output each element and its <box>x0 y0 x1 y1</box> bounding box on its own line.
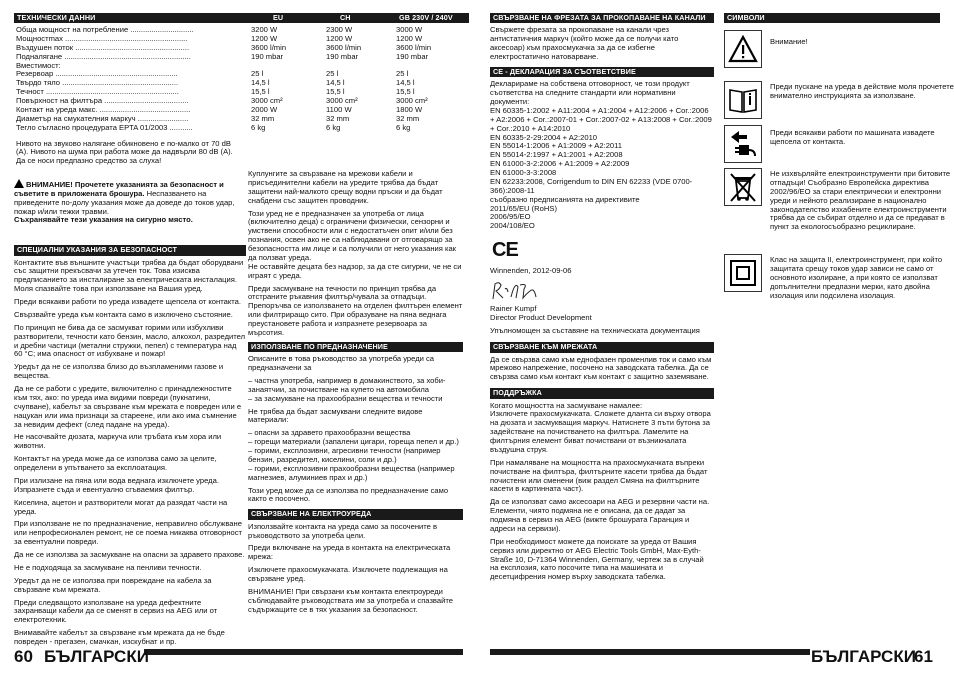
ce-text: Декларираме на собствена отговорност, че този продукт съответства на следните стандарти или нормативни документи: EN 60335-1:2002 + A11:2004 + A1:2004 + A12:2006 + Cor.:2006 + A2:2006 + Cor.:2007-01 + Cor.:2007-02 + A13:2008 + Cor.:2009 + Cor.:2010 + A14:2010 EN 60335-2-29:2004 + A2:2010 EN 55014-1:2006 + A1:2009 + A2:2011 EN 55014-2:1997 + A1:2001 + A2:2008 EN 61000-3-2:2006 + A1:2009 + A2:2009 EN 61000-3-3:2008 EN 62233:2008, Corrigendum to DIN EN 62233 (VDE 0700-366):2008-11 съобразно предписанията на директивите 2011/65/EU (RoHS) 2006/95/EO 2004/108/EO <box>490 79 712 231</box>
tech-row-ch: 3000 cm² <box>326 96 358 105</box>
special-safety-paragraph: Да не се работи с уредите, включително с принадлежностите към тях, ако: по уреда има видими повреди (пукнатини, счупване), кабелът за свързване към мрежата е повреден или е нацукан или има признаци за стареене, или ако има съмнение за невидим дефект (след падане на уреда). <box>14 384 242 429</box>
left-column-1-body <box>14 170 246 651</box>
tech-row-eu: 25 l <box>251 69 264 79</box>
tech-row-eu: 1200 W <box>251 33 278 43</box>
cable-child-notes <box>248 170 463 338</box>
special-safety-paragraph: Уредът да не се използва при повреждане на кабела за свързване към мрежата. <box>14 575 212 594</box>
signature <box>490 279 714 303</box>
right-footer <box>490 649 940 669</box>
ce-authorized: Упълномощен за съставяне на техническата документация <box>490 326 700 336</box>
right-column-1 <box>490 13 714 586</box>
warning-icon <box>14 179 24 188</box>
tech-row <box>16 53 456 62</box>
warning-keep: Съхранявайте тези указания на сигурно място. <box>14 215 193 225</box>
intended-intro: Описаните в това ръководство за употреба уреди са предназначени за <box>248 354 434 373</box>
tech-data-header <box>14 13 469 23</box>
tech-row-ch: 1200 W <box>326 33 353 43</box>
tech-row-label: Обща мощност на потребление .............................. <box>16 25 194 34</box>
warning-text: Неспазването на приведените по-долу указания може да доведе до токов удар, пожар и/или тежки травми. <box>14 188 235 216</box>
tech-row-label: Диаметър на смукателния маркуч ........................ <box>16 113 189 123</box>
symbol-text-unplug: Преди всякакви работи по машината извадете щепсела от контакта. <box>770 128 935 146</box>
special-safety-paragraph: Не е подходяща за засмукване на пенливи течности. <box>14 562 202 572</box>
noise-note: Нивото на звуково налягане обикновено е по-малко от 70 dB (A). Нивото на шума при работа може да надвърли 80 dB (A). Да се носи предпазно средство за слуха! <box>16 138 233 166</box>
tech-row-gb: 1800 W <box>396 104 423 114</box>
router-header: СВЪРЗВАНЕ НА ФРЕЗАТА ЗА ПРОКОПАВАНЕ НА КАНАЛИ <box>490 13 714 23</box>
tech-row-gb: 3000 W <box>396 25 423 34</box>
tech-row-eu: 3600 l/min <box>251 42 287 52</box>
ce-signer-title: Director Product Development <box>490 313 592 323</box>
special-safety-paragraph: Внимавайте кабелът за свързване към мрежата да не бъде повреден - прегазен, смачкан, изскубнат и пр. <box>14 628 225 647</box>
tech-row <box>16 124 456 133</box>
safety-warning <box>14 170 246 234</box>
tech-row-gb: 1200 W <box>396 33 423 43</box>
symbol-text-warning: Внимание! <box>770 37 808 46</box>
power-tool-paragraph: ВНИМАНИЕ! При свързани към контакта електроуреди съблюдавайте ръководствата им за употреба и спазвайте съдържащите се в тях указания за безопасност. <box>248 586 453 614</box>
symbol-text-bin: Не изхвърляйте електроинструменти при битовите отпадъци! Съобразно Европейска директива 2002/96/EO за стари електрически и електронни уреди и нейното реализиране в национално законодателство изхабените електроинструменти трябва да се събират отделно и да се предават в пункт за екологосъобразно рециклиране. <box>770 169 951 232</box>
tech-row-ch: 15,5 l <box>326 87 345 97</box>
power-tool-header: СВЪРЗВАНЕ НА ЕЛЕКТРОУРЕДА <box>248 509 463 519</box>
tech-row-ch: 1100 W <box>326 104 352 114</box>
special-safety-header: СПЕЦИАЛНИ УКАЗАНИЯ ЗА БЕЗОПАСНОСТ <box>14 245 246 255</box>
tech-row-eu: 3200 W <box>251 25 278 34</box>
col-eu-label: EU <box>273 13 284 22</box>
mains-text: Да се свързва само към еднофазен променлив ток и само към мрежово напрежение, посочено на заводската табелка. Да се свързва само към контакт към контакт с защитно заземяване. <box>490 354 712 382</box>
tech-row-ch: 3600 l/min <box>326 42 362 52</box>
special-safety-text <box>14 259 246 647</box>
tech-row-ch: 6 kg <box>326 122 341 132</box>
intended-para-2: Не трябва да бъдат засмуквани следните видове материали: <box>248 406 423 425</box>
power-tool-paragraph: Използвайте контакта на уреда само за посочените в ръководството за употреба цели. <box>248 521 438 540</box>
symbol-text-manual: Преди пускане на уреда в действие моля прочетете внимателно инструкцията за използване. <box>770 82 954 100</box>
intended-para-3: Този уред може да се използва по предназначение само както е посочено. <box>248 485 449 504</box>
right-column-2 <box>724 13 954 313</box>
tech-row-gb: 14,5 l <box>396 78 415 88</box>
power-tool-text <box>248 523 463 615</box>
tech-row-label: Течност ............................................................... <box>16 87 179 97</box>
right-footer-bar <box>490 649 810 655</box>
right-page-number: 61 <box>914 647 933 666</box>
tech-row-eu: 190 mbar <box>251 51 284 61</box>
tech-row-gb: 32 mm <box>396 113 420 123</box>
tech-row-eu: 32 mm <box>251 113 275 123</box>
tech-row-eu: 15,5 l <box>251 87 270 97</box>
special-safety-paragraph: При използване не по предназначение, неправилно обслужване или непрофесионален ремонт, не се поема никаква отговорност за евентуални повреди. <box>14 519 243 547</box>
tech-row-gb: 15,5 l <box>396 87 415 97</box>
symbols-header: СИМВОЛИ <box>724 13 940 23</box>
tech-row-label: Твърдо тяло ....................................................... <box>16 78 179 88</box>
tech-row-label: Вместимост: <box>16 60 61 70</box>
tech-row-ch: 32 mm <box>326 113 350 123</box>
tech-row-label: Резервоар .......................................................... <box>16 69 178 79</box>
special-safety-paragraph: Уредът да не се използва близо до възпламеними газове и вещества. <box>14 362 224 381</box>
left-page-number: 60 <box>14 647 33 666</box>
tech-row-eu: 6 kg <box>251 122 266 132</box>
col2-paragraph: Преди засмукване на течности по принцип трябва да отстраните ръкавния филтър/чувала за отпадъци. Препоръчва се използването на отделен филтърен елемент или филтриращо сито. При образуване на пяна веднага преустановете работа и изпразнете резервоара за мърсотия. <box>248 283 463 337</box>
tech-row-eu: 14,5 l <box>251 78 270 88</box>
special-safety-paragraph: Контактите във външните участъци трябва да бъдат оборудвани със защитни прекъсвачи за утечен ток. Това изисква предписанието за инсталиране за електрическата инсталация. Моля спазвайте това при използване на Вашия уред. <box>14 257 244 294</box>
tech-row-gb: 6 kg <box>396 122 411 132</box>
ce-mark: CE <box>492 239 518 262</box>
maintenance-text <box>490 402 714 583</box>
special-safety-paragraph: Преди всякакви работи по уреда извадете щепсела от контакта. <box>14 297 241 307</box>
tech-row-ch: 190 mbar <box>326 51 359 61</box>
col-gb-label: GB 230V / 240V <box>399 13 453 22</box>
tech-row-ch: 14,5 l <box>326 78 345 88</box>
intended-list-2: – опасни за здравето прахообразни вещества – горещи материали (запалени цигари, гореща пепел и др.) – горими, експлозивни, агресивни течности (например бензин, разредител, киселини, соли и др.) – горими, експлозивни прахообразни вещества (например магнезиев, алуминиев прах и др.) <box>248 428 459 482</box>
maintenance-paragraph: При необходимост можете да поискате за уреда от Вашия сервиз или директно от AEG Electric Tools GmbH, Max-Eyth-Straße 10, D-71364 Winnenden, Germany, чертеж за в случай на експлозия, като посочите типа на машината и десетцифрения номер върху заводската табелка. <box>490 536 704 582</box>
ce-place-date: Winnenden, 2012-09-06 <box>490 265 572 275</box>
tech-row-label: Подналягане ............................................................ <box>16 51 191 61</box>
tech-data-table <box>16 26 456 170</box>
tech-row-ch: 25 l <box>326 69 339 79</box>
left-footer-bar <box>144 649 463 655</box>
tech-row-eu: 3000 cm² <box>251 96 283 105</box>
manual-icon <box>724 81 762 119</box>
col-ch-label: CH <box>340 13 351 22</box>
special-safety-paragraph: По принцип не бива да се засмукват горими или избухливи разтворители, течности като бензин, масло, алкохол, разредител и дребни частици (метални стружки, пепел) с температура над 60 °C; има опасност от избухване и пожар! <box>14 322 246 359</box>
tech-row-label: Контакт на уреда макс. ........................................... <box>16 104 191 114</box>
tech-row-label: Мощностmax .......................................................... <box>16 33 188 43</box>
mains-header: СВЪРЗВАНЕ КЪМ МРЕЖАТА <box>490 342 714 352</box>
tech-row-label: Въздушен поток ...................................................... <box>16 42 190 52</box>
tech-rows <box>16 26 456 133</box>
maintenance-header: ПОДДРЪЖКА <box>490 388 714 398</box>
router-text: Свържете фрезата за прокопаване на канали чрез антистатичния маркуч (който може да се получи като аксесоар) към прахосмукачка за да се избегне електростатично натоварване. <box>490 25 679 62</box>
special-safety-paragraph: Контактът на уреда може да се използва само за целите, определени в упътването за експлоатация. <box>14 454 217 473</box>
class2-icon <box>724 254 762 292</box>
tech-row-gb: 3600 l/min <box>396 42 432 52</box>
tech-row-eu: 2000 W <box>251 104 278 114</box>
special-safety-paragraph: Преди следващото използване на уреда дефектните захранващи кабели да се сменят в сервиз на AEG или от електротехник. <box>14 597 218 625</box>
tech-row-label: Тегло съгласно процедурата EPTA 01/2003 ........... <box>16 122 193 132</box>
col2-paragraph: Куплунгите за свързване на мрежови кабели и присъединителни кабели на уредите трябва да бъдат защитени най-малкото срещу водни пръски и да бъдат снабдени със защитен проводник. <box>248 169 443 205</box>
warning-bold: ВНИМАНИЕ! Прочетете указанията за безопасност и съветите в приложената брошура. <box>14 179 224 198</box>
power-tool-paragraph: Изключете прахосмукачката. Изключете подлежащия на свързване уред. <box>248 565 448 584</box>
tech-row-label: Повърхност на филтъра ........................................ <box>16 96 189 105</box>
tech-row-ch: 2300 W <box>326 25 353 34</box>
signature-icon <box>490 279 550 303</box>
special-safety-paragraph: При излизане на пяна или вода веднага изключете уреда. Изпразнете съда и евентуално сгъваемия филтър. <box>14 475 219 494</box>
ce-header: CE - ДЕКЛАРАЦИЯ ЗА СЪОТВЕТСТВИЕ <box>490 67 714 77</box>
symbol-text-class2: Клас на защита II, електроинструмент, при който защитата срещу токов удар зависи не само от основното изолиране, а при която се използват допълнителни предпазни мерки, като двойна изолация или подсилена изолация. <box>770 255 943 300</box>
left-footer <box>14 649 463 669</box>
crossed-bin-icon <box>724 168 762 206</box>
maintenance-paragraph: Да се използват само аксесоари на AEG и резервни части на. Елементи, чиято подмяна не е описана, да се дадат за подмяна в сервиз на AEG (вижте брошурата Гаранция и адреси на сервизи). <box>490 497 710 533</box>
maintenance-paragraph: При намаляване на мощността на прахосмукачката въпреки почистване на филтъра, филтърните касети трябва да бъдат почистени или сменени (виж раздел Смяна на филтърните касети в картинната част). <box>490 457 708 494</box>
special-safety-paragraph: Не насочвайте дюзата, маркуча или тръбата към хора или животни. <box>14 432 222 451</box>
maintenance-paragraph: Когато мощността на засмукване намалее: Изключете прахосмукачката. Сложете дланта си върху отвора на дюзата и засмукващия маркуч. Натиснете 3 пъти бутона за задействане на почистването на филтъра. Ламелите на филтърния елемент биват почиствани от възникналата въздушна струя. <box>490 400 711 454</box>
left-page-language: БЪЛГАРСКИ <box>44 647 149 666</box>
special-safety-paragraph: Да не се използва за засмукване на опасни за здравето прахове. <box>14 550 245 560</box>
warning-icon <box>724 30 762 68</box>
tech-row-gb: 190 mbar <box>396 51 429 61</box>
right-page-language: БЪЛГАРСКИ <box>811 647 916 666</box>
power-tool-paragraph: Преди включване на уреда в контакта на електрическата мрежа: <box>248 543 451 562</box>
tech-data-title: ТЕХНИЧЕСКИ ДАННИ <box>17 13 96 22</box>
special-safety-paragraph: Свързвайте уреда към контакта само в изключено състояние. <box>14 309 233 319</box>
intended-list-1: – частна употреба, например в домакинството, за хоби-занаятчии, за почистване на купето на автомобила – за засмукване на прахообразни вещества и течности <box>248 375 446 403</box>
tech-row-gb: 25 l <box>396 69 409 79</box>
special-safety-paragraph: Киселина, ацетон и разтворители могат да разядат части на уреда. <box>14 497 228 516</box>
unplug-icon <box>724 125 762 163</box>
tech-row-gb: 3000 cm² <box>396 96 428 105</box>
col2-paragraph: Този уред не е предназначен за употреба от лица (включително деца) с ограничени физически, сензорни и умствени способности или с недостатъчен опит и/или без познания, освен ако не са наблюдавани от отговарящо за безопасността им лице и са получили от него указания как да ползват уреда. Не оставяйте децата без надзор, за да сте сигурни, че не си играят с уреда. <box>248 208 462 280</box>
intended-use-header: ИЗПОЛЗВАНЕ ПО ПРЕДНАЗНАЧЕНИЕ <box>248 342 463 352</box>
ce-signer: Rainer Kumpf <box>490 304 537 314</box>
left-column-2 <box>248 170 463 619</box>
